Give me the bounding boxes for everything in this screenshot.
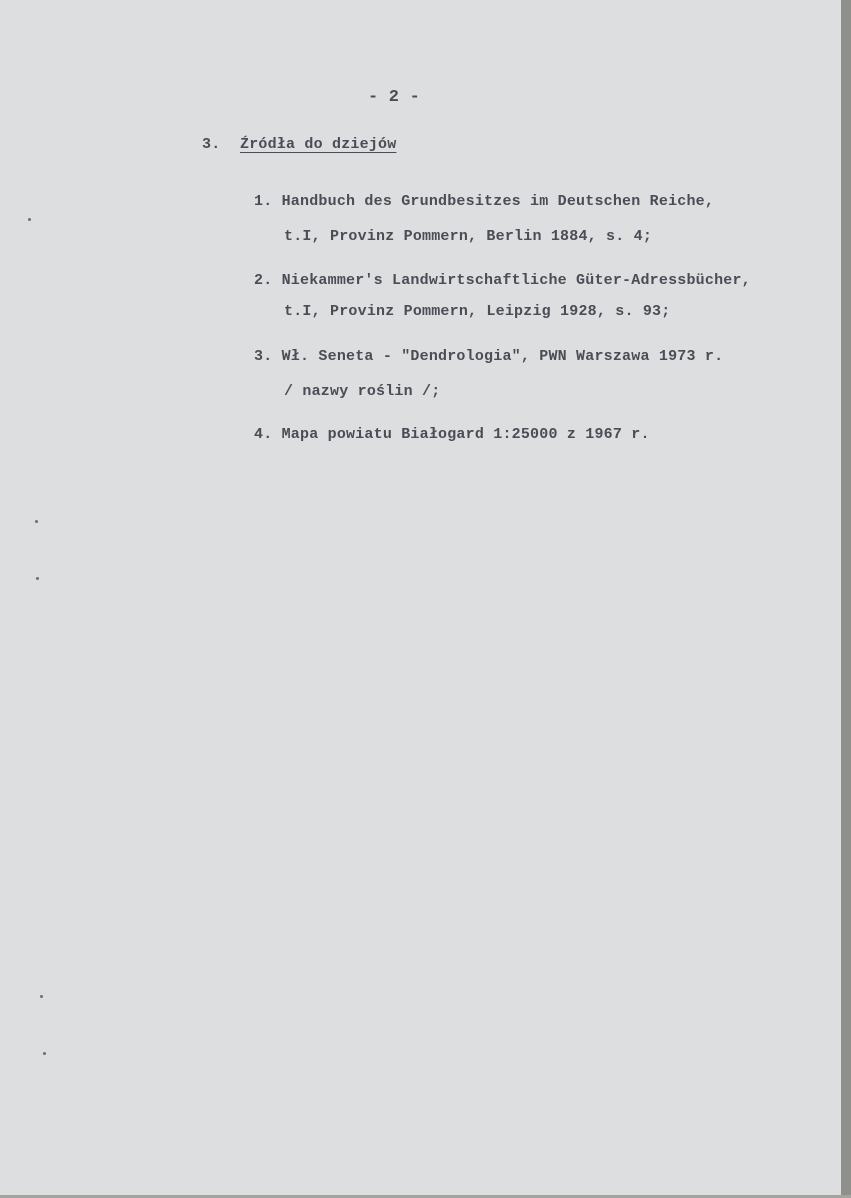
margin-mark: [40, 995, 43, 998]
reference-1-line-1: 1. Handbuch des Grundbesitzes im Deutschen Reiche,: [254, 193, 715, 210]
reference-1-line-2: t.I, Provinz Pommern, Berlin 1884, s. 4;: [284, 228, 653, 245]
reference-4-line-1: 4. Mapa powiatu Białogard 1:25000 z 1967 r.: [254, 426, 650, 443]
reference-3-line-2: / nazwy roślin /;: [284, 383, 441, 400]
margin-mark: [28, 218, 31, 221]
margin-mark: [35, 520, 38, 523]
margin-mark: [43, 1052, 46, 1055]
section-title: Źródła do dziejów: [240, 136, 397, 153]
margin-mark: [36, 577, 39, 580]
reference-2-line-2: t.I, Provinz Pommern, Leipzig 1928, s. 93;: [284, 303, 671, 320]
page-number: - 2 -: [368, 88, 421, 107]
paper-edge-shadow: [841, 0, 851, 1198]
reference-2-line-1: 2. Niekammer's Landwirtschaftliche Güter-Adressbücher,: [254, 272, 751, 289]
section-number: 3.: [202, 136, 221, 153]
reference-3-line-1: 3. Wł. Seneta - "Dendrologia", PWN Warszawa 1973 r.: [254, 348, 724, 365]
